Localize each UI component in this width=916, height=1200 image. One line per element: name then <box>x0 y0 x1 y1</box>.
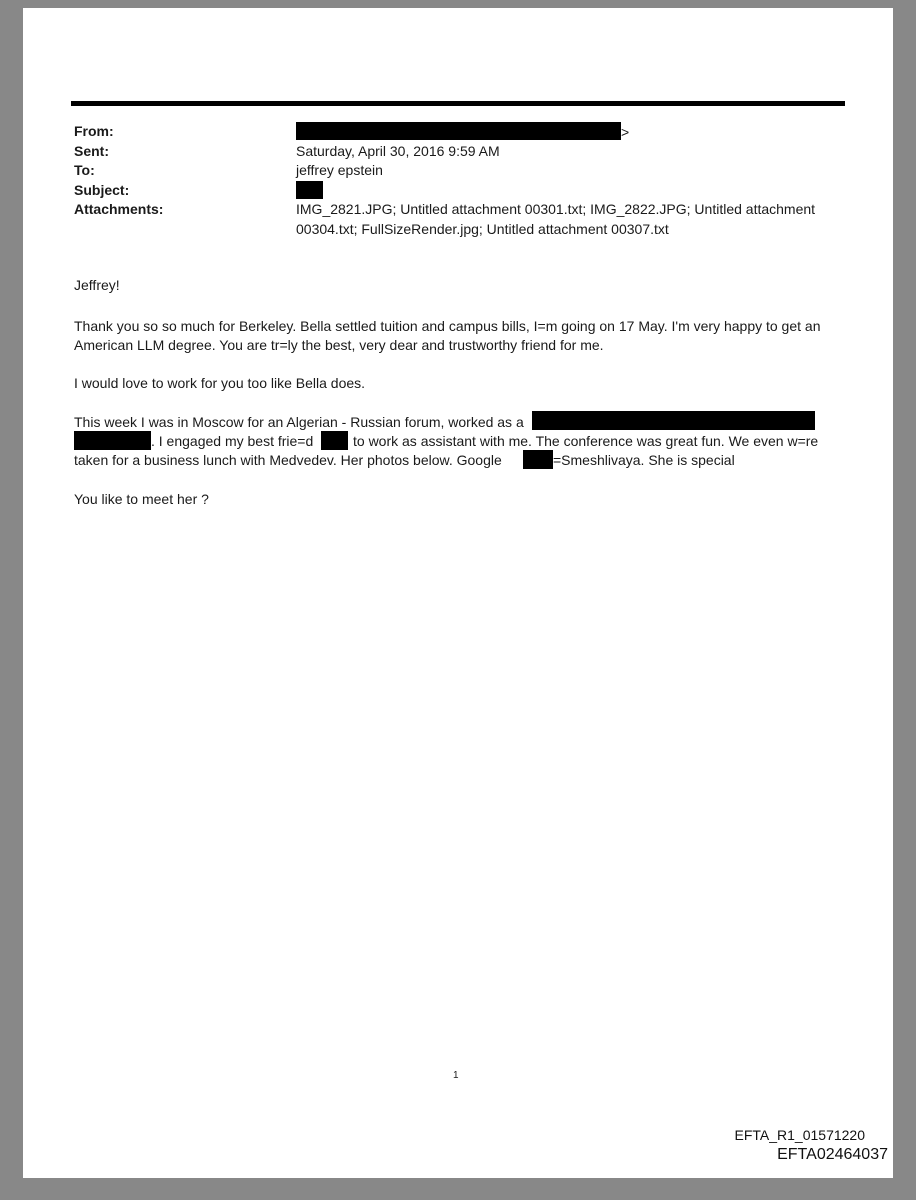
paragraph-4: You like to meet her ? <box>74 491 209 507</box>
paragraph-3-line-1-text: This week I was in Moscow for an Algerian - Russian forum, worked as a <box>74 414 524 430</box>
subject-redaction <box>296 181 323 199</box>
subject-label: Subject: <box>74 182 130 198</box>
to-value: jeffrey epstein <box>296 162 383 178</box>
redaction-block-role <box>532 411 815 430</box>
redaction-block-name <box>523 450 553 469</box>
paragraph-3-line-3-b: =Smeshlivaya. She is special <box>553 452 735 468</box>
from-suffix: > <box>621 124 630 140</box>
sent-label: Sent: <box>74 143 109 159</box>
paragraph-3-line-2-b: to work as assistant with me. The conference was great fun. We even w=re <box>353 433 819 449</box>
paragraph-3-line-1 <box>74 413 524 432</box>
redaction-block-role-cont <box>74 431 151 450</box>
subject-value <box>296 181 323 201</box>
from-value <box>296 122 629 142</box>
paragraph-1-line-1: Thank you so so much for Berkeley. Bella settled tuition and campus bills, I=m going on 17 May. I'm very happy to get an <box>74 318 821 334</box>
from-label: From: <box>74 123 114 139</box>
sent-value: Saturday, April 30, 2016 9:59 AM <box>296 143 500 159</box>
attachments-label: Attachments: <box>74 201 164 217</box>
bates-stamp-1: EFTA_R1_01571220 <box>734 1127 865 1143</box>
greeting: Jeffrey! <box>74 277 120 293</box>
attachments-line-2: 00304.txt; FullSizeRender.jpg; Untitled attachment 00307.txt <box>296 221 669 237</box>
paragraph-3-line-2-a: . I engaged my best frie=d <box>151 433 314 449</box>
paragraph-2: I would love to work for you too like Bella does. <box>74 375 366 391</box>
redaction-block-friend <box>321 431 348 450</box>
header-rule <box>71 101 845 106</box>
attachments-line-1: IMG_2821.JPG; Untitled attachment 00301.txt; IMG_2822.JPG; Untitled attachment <box>296 201 816 217</box>
paragraph-3-line-3-a: taken for a business lunch with Medvedev. Her photos below. Google <box>74 452 502 468</box>
page-number: 1 <box>453 1070 459 1081</box>
bates-stamp-2: EFTA02464037 <box>777 1146 888 1163</box>
document-page <box>23 8 893 1178</box>
to-label: To: <box>74 162 95 178</box>
paragraph-1-line-2: American LLM degree. You are tr=ly the best, very dear and trustworthy friend for me. <box>74 337 604 353</box>
from-redaction <box>296 122 621 140</box>
